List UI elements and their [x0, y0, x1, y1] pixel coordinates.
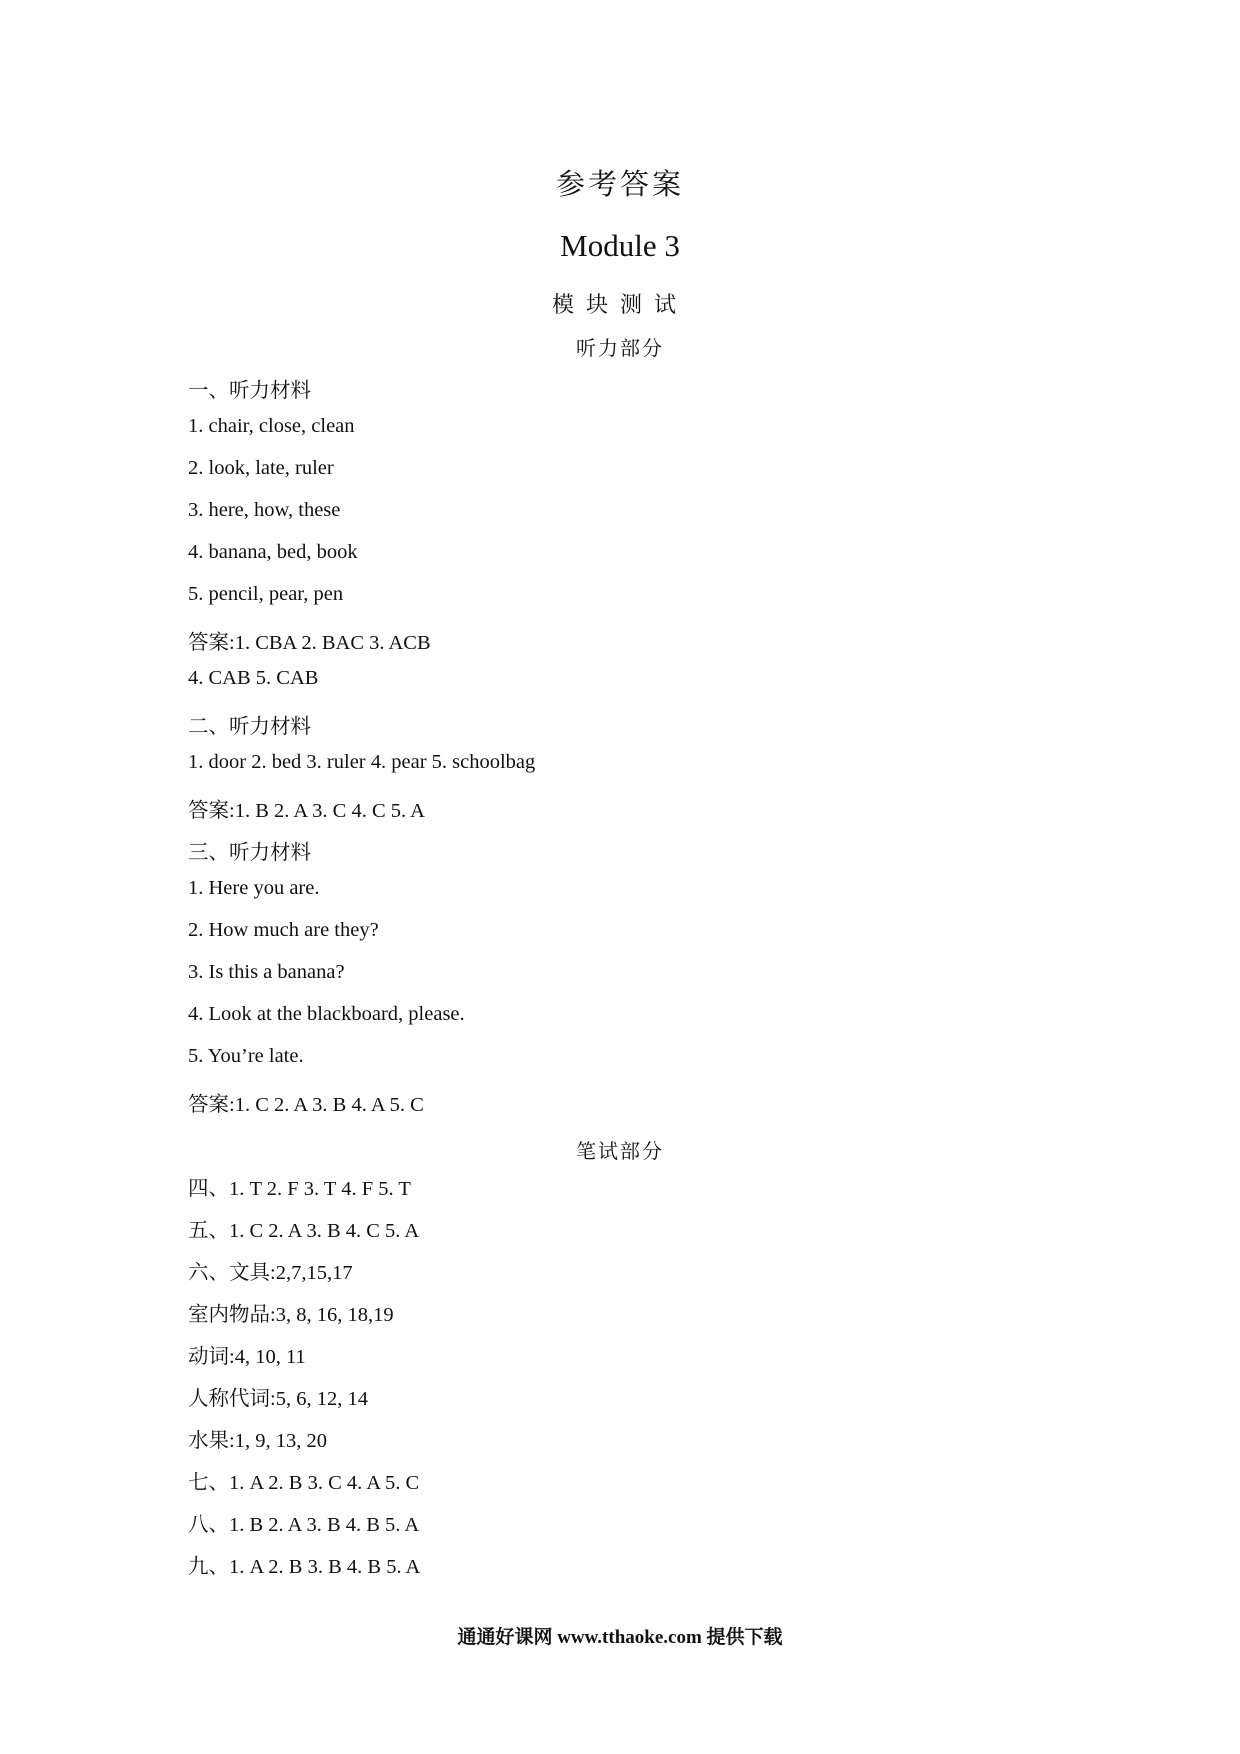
written-line: 人称代词:5, 6, 12, 14: [188, 1388, 368, 1410]
listening-line: 4. CAB 5. CAB: [188, 667, 319, 689]
module-title: Module 3: [560, 228, 680, 263]
written-line: 七、1. A 2. B 3. C 4. A 5. C: [188, 1472, 420, 1494]
written-line: 六、文具:2,7,15,17: [188, 1262, 353, 1284]
footer-credit: 通通好课网 www.tthaoke.com 提供下载: [457, 1627, 783, 1648]
listening-line: 三、听力材料: [188, 842, 311, 864]
written-line: 四、1. T 2. F 3. T 4. F 5. T: [188, 1178, 411, 1200]
written-line: 五、1. C 2. A 3. B 4. C 5. A: [188, 1220, 420, 1242]
listening-line: 答案:1. B 2. A 3. C 4. C 5. A: [188, 800, 425, 822]
listening-line: 1. Here you are.: [188, 877, 320, 899]
listening-line: 1. door 2. bed 3. ruler 4. pear 5. schoolbag: [188, 751, 536, 773]
listening-line: 5. pencil, pear, pen: [188, 583, 344, 605]
listening-line: 4. banana, bed, book: [188, 541, 358, 563]
listening-line: 二、听力材料: [188, 716, 311, 738]
listening-line: 一、听力材料: [188, 380, 311, 402]
listening-line: 4. Look at the blackboard, please.: [188, 1003, 465, 1025]
listening-section-header: 听力部分: [576, 336, 664, 360]
listening-line: 2. How much are they?: [188, 919, 379, 941]
listening-line: 答案:1. CBA 2. BAC 3. ACB: [188, 632, 431, 654]
written-line: 八、1. B 2. A 3. B 4. B 5. A: [188, 1514, 420, 1536]
written-section-header: 笔试部分: [576, 1139, 664, 1163]
test-subtitle: 模块测试: [551, 293, 688, 318]
listening-line: 5. You’re late.: [188, 1045, 304, 1067]
written-line: 水果:1, 9, 13, 20: [188, 1430, 327, 1452]
listening-line: 3. here, how, these: [188, 499, 341, 521]
written-line: 动词:4, 10, 11: [188, 1346, 306, 1368]
listening-line: 2. look, late, ruler: [188, 457, 334, 479]
listening-line: 3. Is this a banana?: [188, 961, 345, 983]
listening-line: 1. chair, close, clean: [188, 415, 355, 437]
written-line: 九、1. A 2. B 3. B 4. B 5. A: [188, 1556, 421, 1578]
written-line: 室内物品:3, 8, 16, 18,19: [188, 1304, 394, 1326]
document-title: 参考答案: [555, 167, 684, 201]
listening-line: 答案:1. C 2. A 3. B 4. A 5. C: [188, 1094, 424, 1116]
